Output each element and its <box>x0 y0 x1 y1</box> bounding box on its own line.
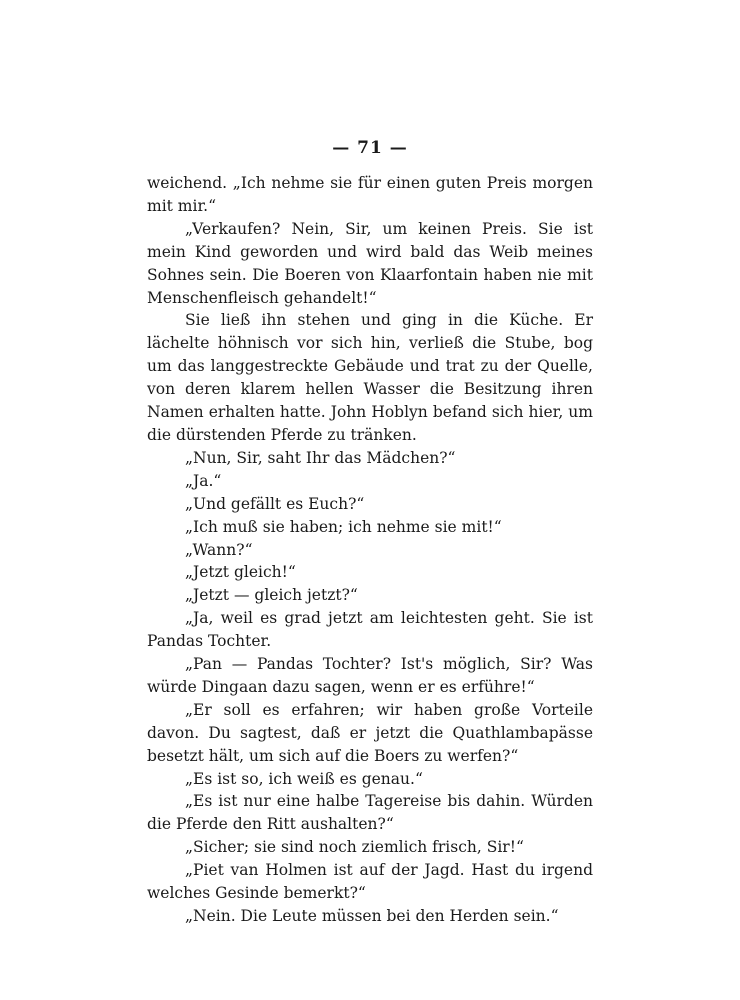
dialogue-line: „Jetzt gleich!“ <box>185 563 296 582</box>
dialogue-line: „Nun, Sir, saht Ihr das Mädchen?“ <box>185 448 456 467</box>
dialogue-line: „Es ist so, ich weiß es genau.“ <box>185 769 423 788</box>
dialogue-line: „Pan — Pandas Tochter? Ist's möglich, Sir? Was würde Dingaan dazu sagen, wenn er es erführe!“ <box>147 655 593 696</box>
body-text <box>147 172 593 928</box>
dialogue-line: „Jetzt — gleich jetzt?“ <box>185 586 358 605</box>
dialogue-line: „Es ist nur eine halbe Tagereise bis dahin. Würden die Pferde den Ritt aushalten?“ <box>147 792 593 834</box>
dialogue-line: „Wann?“ <box>185 540 253 559</box>
paragraph: Sie ließ ihn stehen und ging in die Küche. Er lächelte höhnisch vor sich hin, verließ die Stube, bog um das langgestreckte Gebäude und trat zu der Quelle, von deren klarem hellen Wasser die Besitzung ihren Namen erhalten hatte. John Hoblyn befand sich hier, um die dürstenden Pferde zu tränken. <box>147 311 593 444</box>
paragraph: „Verkaufen? Nein, Sir, um keinen Preis. Sie ist mein Kind geworden und wird bald das Weib meines Sohnes sein. Die Boeren von Klaarfontain haben nie mit Menschenfleisch gehandelt!“ <box>147 219 593 307</box>
page-number: — 71 — <box>332 138 408 158</box>
dialogue-line: „Sicher; sie sind noch ziemlich frisch, Sir!“ <box>185 838 524 857</box>
dialogue-line: „Er soll es erfahren; wir haben große Vorteile davon. Du sagtest, daß er jetzt die Quathlambapässe besetzt hält, um sich auf die Boers zu werfen?“ <box>147 700 593 765</box>
dialogue-line: „Ich muß sie haben; ich nehme sie mit!“ <box>185 517 502 536</box>
paragraph: weichend. „Ich nehme sie für einen guten Preis morgen mit mir.“ <box>147 174 593 215</box>
dialogue-line: „Ja.“ <box>185 471 222 490</box>
dialogue-line: „Piet van Holmen ist auf der Jagd. Hast du irgend welches Gesinde bemerkt?“ <box>147 861 593 903</box>
dialogue-line: „Nein. Die Leute müssen bei den Herden sein.“ <box>185 907 559 925</box>
dialogue-line: „Ja, weil es grad jetzt am leichtesten geht. Sie ist Pandas Tochter. <box>147 609 593 651</box>
dialogue-line: „Und gefällt es Euch?“ <box>185 494 365 513</box>
